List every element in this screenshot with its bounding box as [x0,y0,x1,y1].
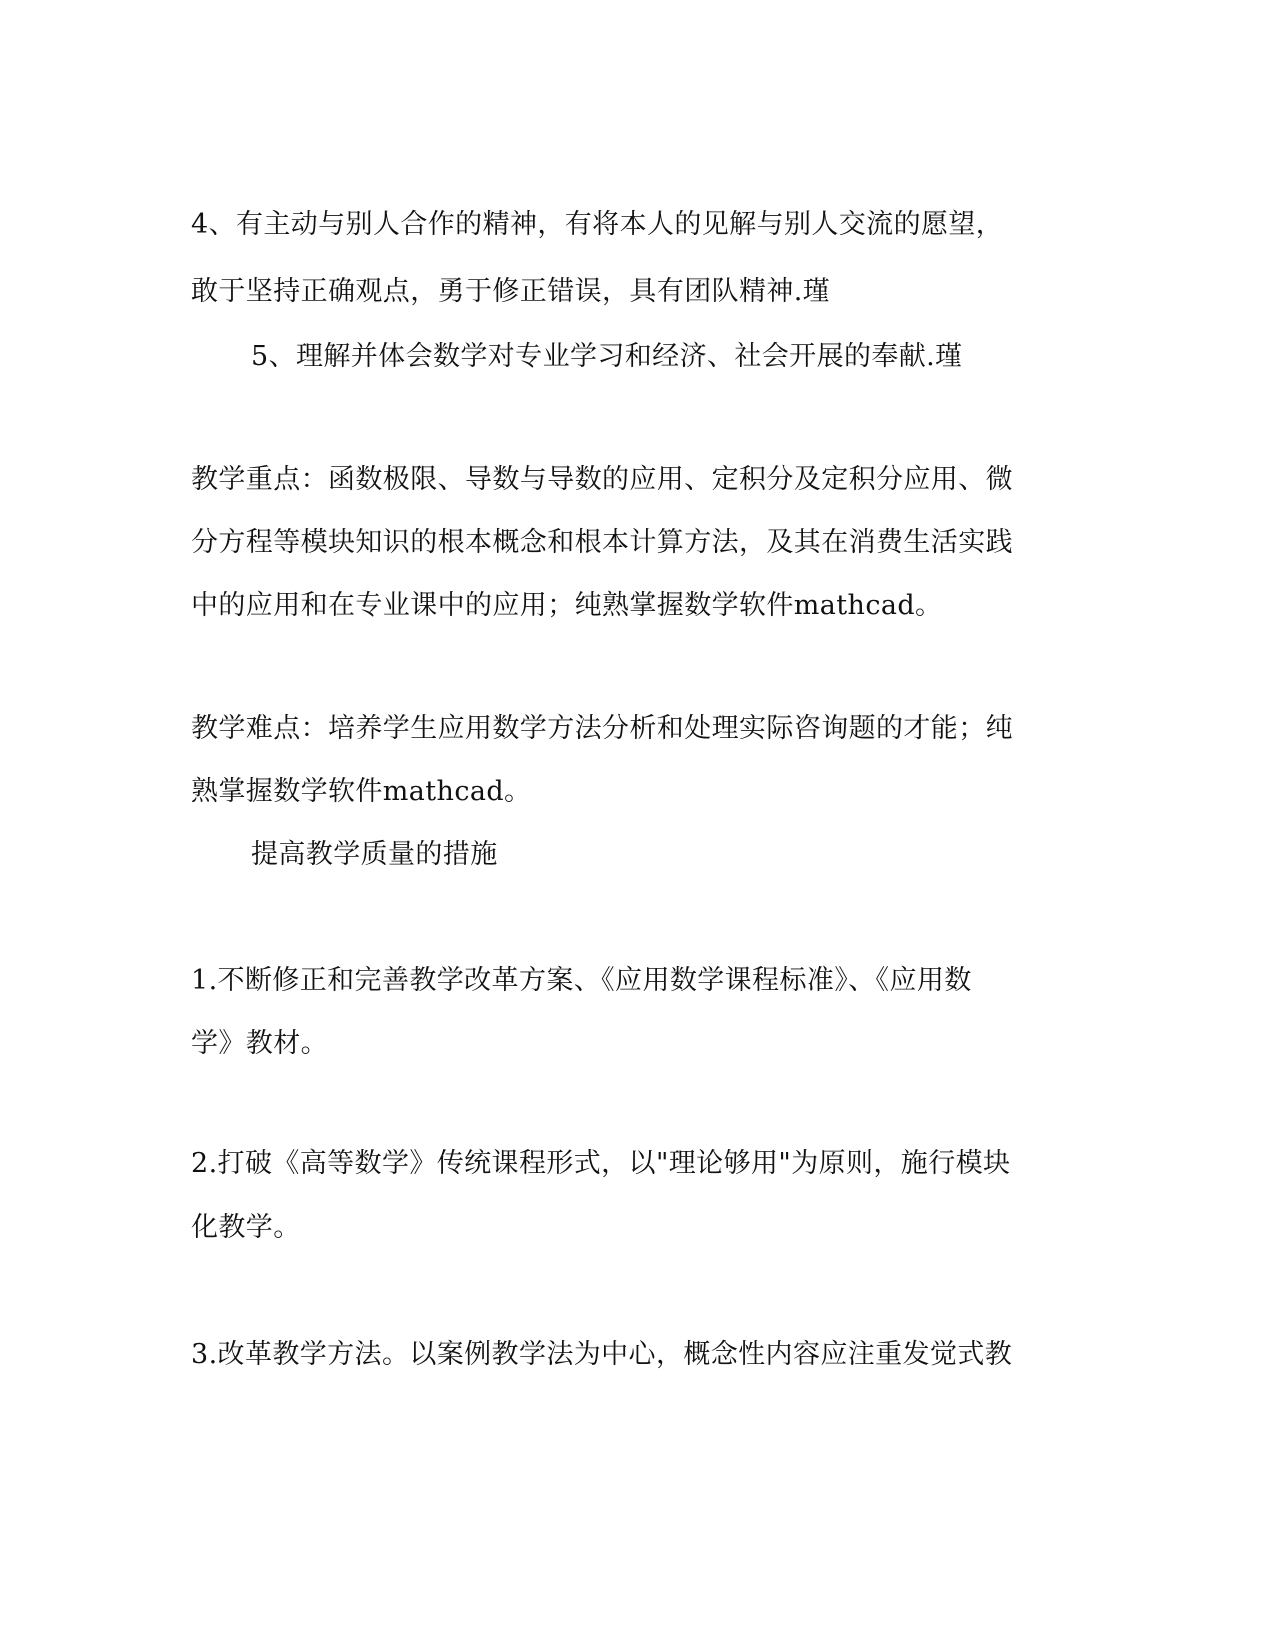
text-line: 中的应用和在专业课中的应用；纯熟掌握数学软件mathcad。 [191,590,943,621]
text-line: 熟掌握数学软件mathcad。 [191,776,532,807]
text-line: 教学重点：函数极限、导数与导数的应用、定积分及定积分应用、微 [191,464,1013,495]
text-line: 教学难点：培养学生应用数学方法分析和处理实际咨询题的才能；纯 [191,713,1013,744]
text-line: 分方程等模块知识的根本概念和根本计算方法，及其在消费生活实践 [191,527,1013,558]
section-heading: 提高教学质量的措施 [251,839,498,870]
text-line: 化教学。 [191,1212,301,1243]
text-line: 4、有主动与别人合作的精神，有将本人的见解与别人交流的愿望， [191,209,1004,240]
text-line: 5、理解并体会数学对专业学习和经济、社会开展的奉献.瑾 [251,341,963,372]
text-line: 敢于坚持正确观点，勇于修正错误，具有团队精神.瑾 [191,276,831,307]
text-line: 学》教材。 [191,1028,328,1059]
text-line: 2.打破《高等数学》传统课程形式，以"理论够用"为原则，施行模块 [191,1148,1011,1179]
text-line: 3.改革教学方法。以案例教学法为中心，概念性内容应注重发觉式教 [191,1339,1013,1370]
text-line: 1.不断修正和完善教学改革方案、《应用数学课程标准》、《应用数 [191,965,972,996]
